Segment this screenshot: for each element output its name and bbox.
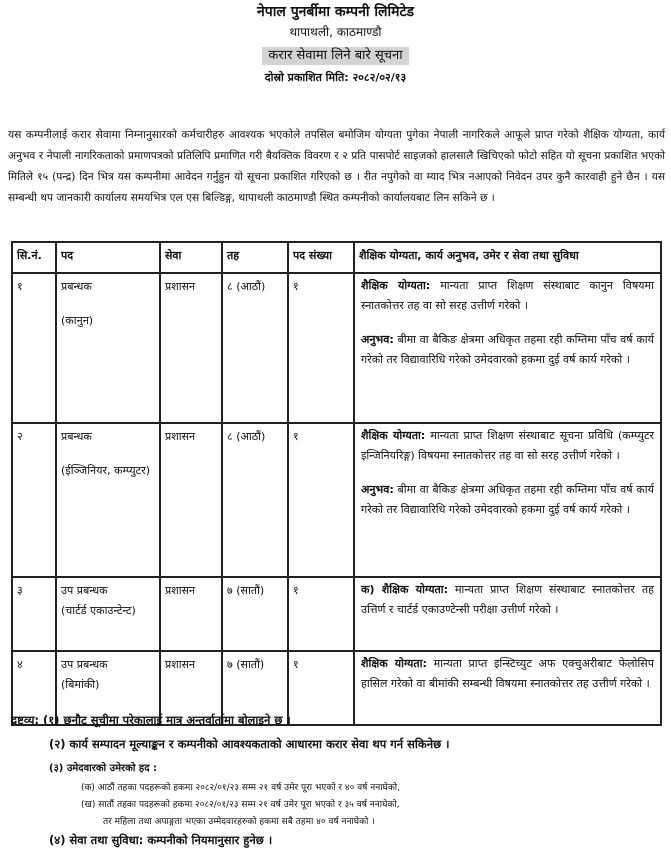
row-count: १ [288,273,354,423]
row-sn: १ [12,273,56,423]
note-3a: (क) आठौं तहका पदहरूको हकमा २०८२/०१/२३ सम्म २१ वर्ष उमेर पूरा भएको र ४० वर्ष ननाघेको, [81,783,400,793]
note-lead [11,713,291,728]
header-post: पद [56,242,160,273]
note-3: (३) उमेदवारको उमेरको हद : [49,763,157,774]
row-count: १ [288,577,354,651]
row-service: प्रशासन [160,651,222,725]
row-sn: ३ [12,577,56,651]
notice-title [0,45,671,63]
experience-text [361,480,654,520]
education-detail: मान्यता प्राप्त शिक्षण संस्थाबाट कानुन विषयमा स्नातकोत्तर तह वा सो सरह उत्तीर्ण गरेको । [361,279,654,312]
company-address: थापाथली, काठमाण्डौ [289,25,382,39]
table-row [12,423,661,577]
table-row [12,577,661,651]
note-3c: तर महिला तथा अपाङ्गता भएका उम्मेदवारहरुको हकमा सबै तहमा ४० वर्ष ननाघेको । [103,817,375,827]
row-qualification [354,577,661,651]
experience-detail: बीमा वा बैकिङ क्षेत्रमा अधिकृत तहमा रही कम्तिमा पाँच वर्ष कार्य गरेको तर विद्यावारिधि गरेको उमेदवारको हकमा दुई वर्ष कार्य गरेको । [361,333,654,366]
row-count: १ [288,423,354,577]
education-detail: मान्यता प्राप्त शिक्षण संस्थाबाट सूचना प्रविधि (कम्प्युटर इन्जिनियरिङ्ग) विषयमा स्नातकोत्तर तह वा सो सरह उत्तीर्ण गरेको । [361,429,655,462]
education-label: शैक्षिक योग्यता: [361,429,426,442]
notice-title-text: करार सेवामा लिने बारे सूचना [262,47,408,65]
experience-text [361,330,654,370]
row-service: प्रशासन [160,423,222,577]
row-count: १ [288,651,354,725]
header-sn: सि.नं. [12,242,56,273]
post-subtitle: (ईञ्जिनियर, कम्प्युटर) [61,464,151,477]
table-row [12,273,661,423]
row-level: ७ (सातौं) [222,651,288,725]
row-level: ८ (आठौं) [222,273,288,423]
post-title: प्रबन्धक [61,430,92,443]
education-detail: मान्यता प्राप्त इन्स्टिच्युट अफ एक्चुअरीबाट फेलोसिप हासिल गरेको वा बीमांकी सम्बन्धी विषयमा स्नातकोत्तर तह उत्तीर्ण गरेको । [361,657,654,690]
education-text [361,276,654,316]
post-subtitle: (कानुन) [61,314,94,327]
education-label: शैक्षिक योग्यता: [361,657,427,670]
row-post [56,423,160,577]
intro-paragraph: यस कम्पनीलाई करार सेवामा निम्नानुसारको कर्मचारीहरु आवश्यक भएकोले तपसिल बमोजिम योग्यता पुगेका नेपाली नागरिकले आफूले प्राप्त गरेको शैक्षिक योग्यता, कार्य अनुभव र नेपाली नागरिकताको प्रमाणपत्रको प्रतिलिपि प्रमाणित गरी बैयक्तिक विवरण र २ प्रति पासपोर्ट साइजको हालसालै खिचिएको फोटो सहित यो सूचना प्रकाशित भएको मितिले १५ (पन्द्र) दिन भित्र यस कम्पनीमा आवेदन गर्नुहुन यो सूचना प्रकाशित गरिएको छ । रीत नपुगेको वा म्याद भित्र नआएको निवेदन उपर कुनै कारवाही हुने छैन । यस सम्बन्धी थप जानकारी कार्यालय समयभित्र एल एस बिल्डिङ्ग, थापाथली काठमाण्डौ स्थित कम्पनीको कार्यालयबाट लिन सकिने छ । [8,129,665,204]
row-level: ८ (आठौं) [222,423,288,577]
header-qualification: शैक्षिक योग्यता, कार्य अनुभव, उमेर र सेवा तथा सुविधा [354,242,661,273]
vacancy-table [11,241,662,726]
header-service: सेवा [160,242,222,273]
note-4: (४) सेवा तथा सुविधा: कम्पनीको नियमानुसार हुनेछ । [49,833,273,847]
note-3b: (ख) सातौं तहका पदहरूको हकमा २०८२/०१/२३ सम्म २१ वर्ष उमेर पूरा भएको र ३५ वर्ष ननाघेको, [81,800,400,810]
post-subtitle: (चार्टर्ड एकाउन्टेन्ट) [61,604,136,617]
row-service: प्रशासन [160,577,222,651]
row-sn: २ [12,423,56,577]
row-service: प्रशासन [160,273,222,423]
company-name: नेपाल पुनर्बीमा कम्पनी लिमिटेड [256,4,415,20]
publication-date: दोस्रो प्रकाशित मिति: २०८२/०२/१३ [264,71,407,84]
education-text [361,426,654,466]
experience-label: अनुभव: [361,483,394,496]
header-count: पद संख्या [288,242,354,273]
experience-detail: बीमा वा बैकिङ क्षेत्रमा अधिकृत तहमा रही कम्तिमा पाँच वर्ष कार्य गरेको तर विद्यावारिधि गरेको उमेदवारको हकमा दुई वर्ष कार्य गरेको । [361,483,654,516]
note-1: (१) छनौट सूचीमा परेकालाई मात्र अन्तर्वार्तामा बोलाइने छ । [43,713,291,727]
row-qualification [354,423,661,577]
note-2: (२) कार्य सम्पादन मूल्याङ्कन र कम्पनीको आवश्यकताको आधारमा करार सेवा थप गर्न सकिनेछ । [49,737,450,751]
education-detail: मान्यता प्राप्त शिक्षण संस्थाबाट स्नातकोत्तर तह उत्तिर्ण र चार्टर्ड एकाउण्टेन्सी परीक्षा उत्तीर्ण गरेको । [361,583,654,616]
education-label: क) शैक्षिक योग्यता: [361,583,448,596]
row-qualification [354,273,661,423]
education-label: शैक्षिक योग्यता: [361,279,431,292]
table-header-row [12,242,661,273]
education-text [361,580,654,620]
row-sn: ४ [12,651,56,725]
note-lead-label: द्रष्टव्य: [11,713,40,727]
post-title: उप प्रबन्धक [61,658,108,671]
post-subtitle: (बिमांकी) [61,678,100,691]
row-level: ७ (सातौं) [222,577,288,651]
education-text [361,654,654,694]
post-title: उप प्रबन्धक [61,584,108,597]
row-post [56,577,160,651]
experience-label: अनुभव: [361,333,394,346]
row-qualification [354,651,661,725]
header-level: तह [222,242,288,273]
row-post [56,273,160,423]
post-title: प्रबन्धक [61,280,92,293]
